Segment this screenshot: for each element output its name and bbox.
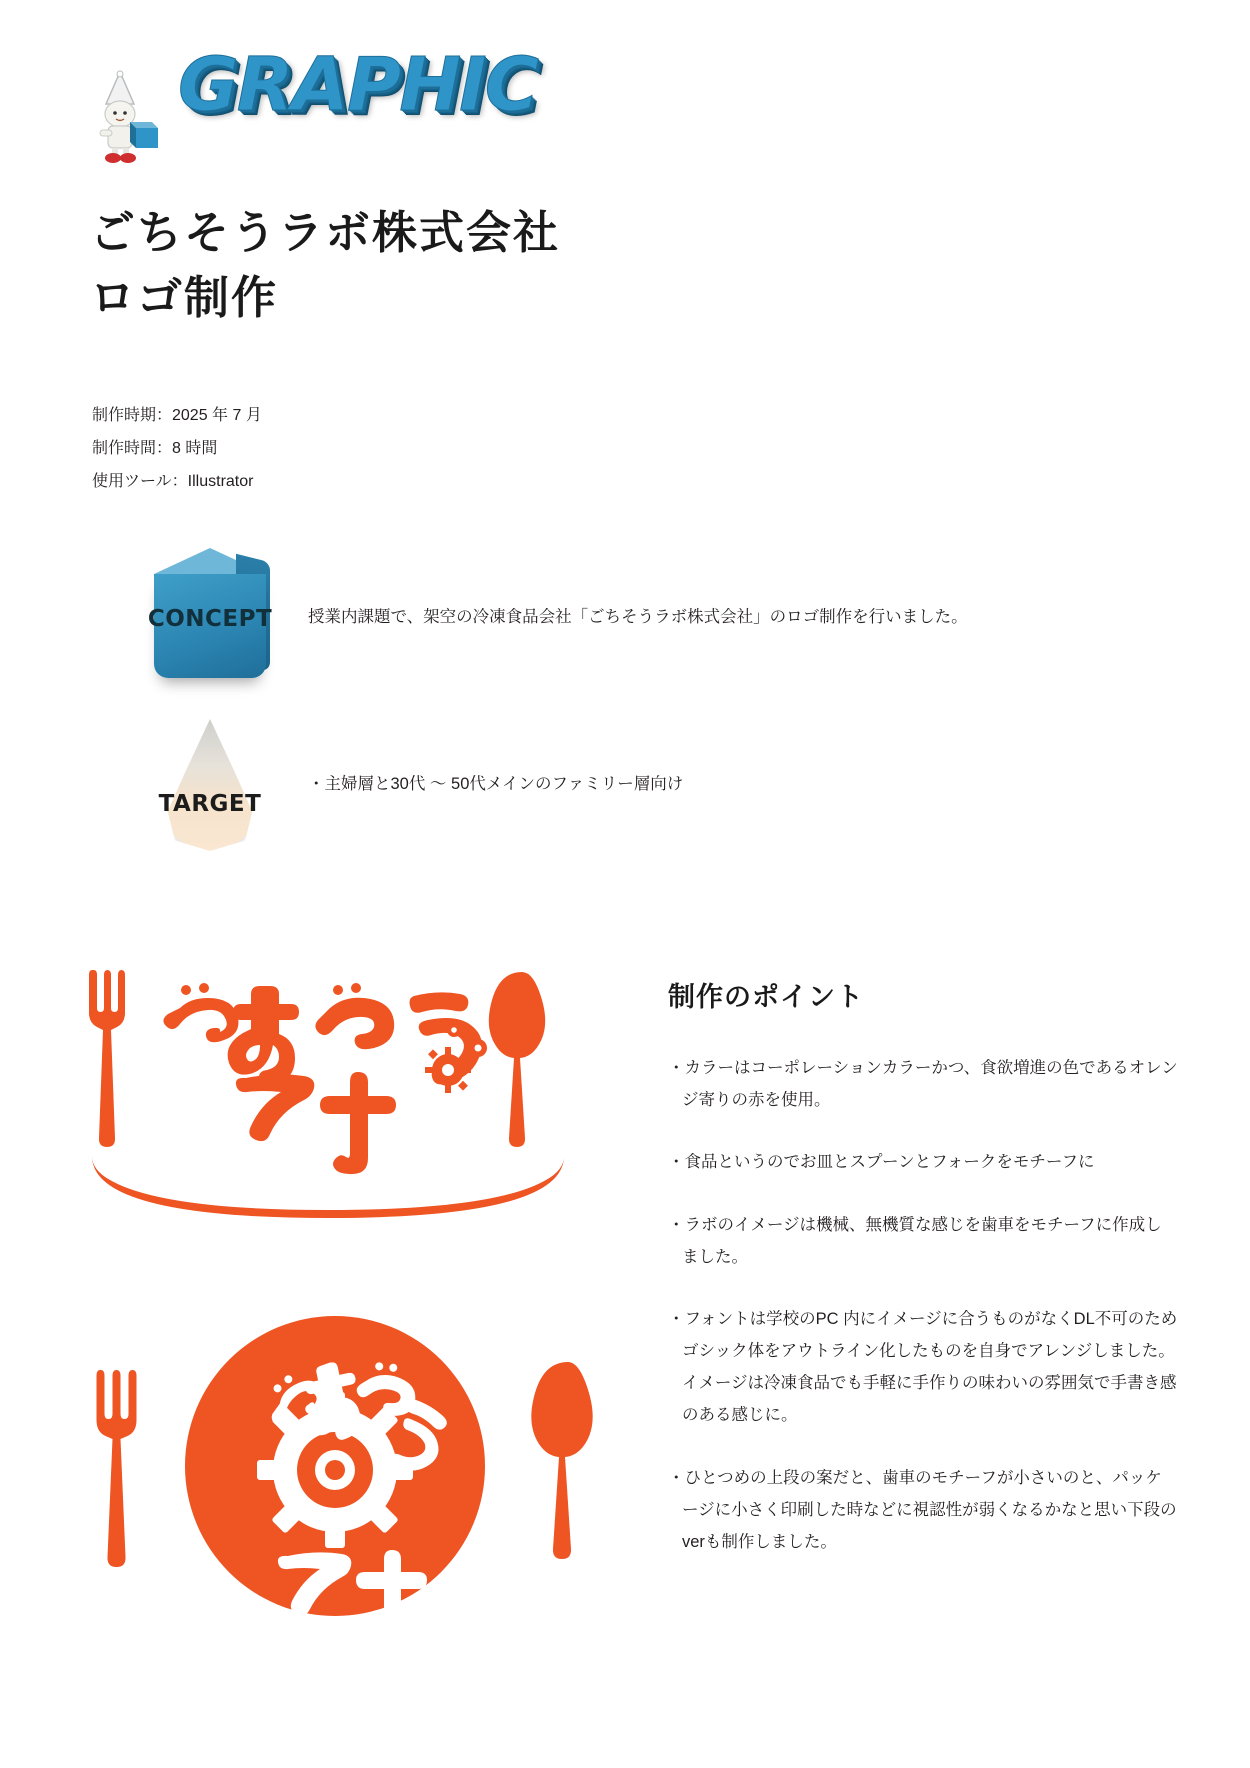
page-title-line-1: ごちそうラボ株式会社: [90, 206, 561, 259]
meta-tools: 使用ツール：Illustrator: [92, 472, 254, 490]
target-drop-icon: [140, 715, 280, 855]
page-title-line-2: ロゴ制作: [90, 271, 279, 325]
production-point-item: ・ラボのイメージは機械、無機質な感じを歯車をモチーフに作成しました。: [668, 1215, 1162, 1266]
production-points-title: 制作のポイント: [668, 982, 864, 1013]
target-label: TARGET: [158, 791, 262, 817]
concept-label: CONCEPT: [147, 606, 273, 632]
production-points-section: [668, 975, 1178, 1588]
production-point-item: ・ひとつめの上段の案だと、歯車のモチーフが小さいのと、パッケージに小さく印刷した時などに視認性が弱くなるかなと思い下段のverも制作しました。: [668, 1468, 1177, 1551]
production-point-item: ・フォントは学校のPC 内にイメージに合うものがなくDL不可のためゴシック体をアウトライン化したものを自身でアレンジしました。イメージは冷凍食品でも手軽に手作りの味わいの雰囲気で手書き感のある感じに。: [668, 1309, 1178, 1425]
mascot-character-icon: [90, 70, 162, 166]
concept-section: [140, 548, 968, 688]
logo-artwork-circle: [70, 1300, 610, 1640]
meta-period: 制作時期：2025 年 7 月: [92, 407, 262, 424]
logo-artwork-horizontal: [70, 960, 610, 1240]
production-point-item: ・カラーはコーポレーションカラーかつ、食欲増進の色であるオレンジ寄りの赤を使用。: [668, 1059, 1178, 1110]
target-section: [140, 715, 683, 855]
page-title: [90, 200, 890, 331]
target-text: ・主婦層と30代 〜 50代メインのファミリー層向け: [308, 775, 684, 794]
concept-cube-icon: [140, 548, 280, 688]
page-header: [90, 42, 650, 168]
concept-text: 授業内課題で、架空の冷凍食品会社「ごちそうラボ株式会社」のロゴ制作を行いました。: [308, 608, 968, 627]
project-meta: [92, 400, 592, 498]
production-point-item: ・食品というのでお皿とスプーンとフォークをモチーフに: [668, 1153, 1095, 1172]
graphic-wordmark: GRAPHIC: [178, 42, 537, 128]
meta-duration: 制作時間：8 時間: [92, 439, 218, 457]
